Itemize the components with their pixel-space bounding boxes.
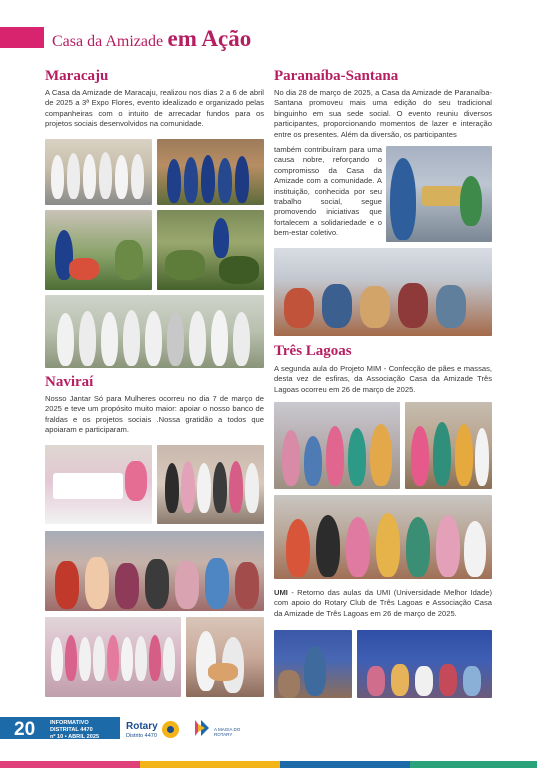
- navirai-text: Nosso Jantar Só para Mulheres ocorreu no dia 7 de março de 2025 e teve um propósito muito maior: apoiar o nosso banco de fraldas e os projetos sociais .Nossa gratidão a todos que apoiaram e participaram.: [45, 394, 264, 435]
- navirai-photo-1: [45, 445, 152, 524]
- maracaju-text: A Casa da Amizade de Maracaju, realizou nos dias 2 a 6 de abril de 2025 a 3ª Expo Flores, evento idealizado e organizado pelas companheiras com o intuito de arrecadar fundos para os projetos sociais desenvolvidos na comunidade.: [45, 88, 264, 129]
- footer-line-3: nº 10 • ABRIL 2025: [50, 734, 100, 740]
- magic-logo-text: A MAGIA DO ROTARY: [214, 727, 241, 737]
- treslagoas-photo-2: [405, 402, 492, 489]
- section-title-maracaju: Maracaju: [45, 68, 109, 84]
- paranaiba-photo-1: [386, 146, 492, 242]
- treslagoas-text: A segunda aula do Projeto MIM - Confecção de pães e massas, desta vez de esfiras, da Associação Casa da Amizade Três Lagoas ocorreu em 26 de março de 2025.: [274, 364, 492, 394]
- rotary-wheel-icon: [162, 721, 179, 738]
- paranaiba-photo-2: [274, 248, 492, 336]
- umi-description: - Retorno das aulas da UMI (Universidade Melhor Idade) com apoio do Rotary Club de Três Lagoas e Associação Casa da Amizade de Três Lagoas em 26 de março de 2025.: [274, 588, 492, 618]
- footer-line-2: DISTRITAL 4470: [50, 727, 93, 733]
- umi-text: [274, 588, 492, 619]
- rotary-logo-text: Rotary: [126, 721, 158, 732]
- treslagoas-photo-1: [274, 402, 400, 489]
- treslagoas-photo-5: [357, 630, 492, 698]
- section-title-treslagoas: Três Lagoas: [274, 343, 352, 359]
- header-big-text: em Ação: [167, 26, 252, 51]
- maracaju-photo-5: [45, 295, 264, 368]
- rotary-district: Distrito 4470: [126, 733, 157, 739]
- paranaiba-text-side: também contribuíram para uma causa nobre, reforçando o compromisso da Casa da Amizade com a comunidade. A instituição, conhecida por seu trabalho social, segue promovendo iniciativas que fortalecem a solidariedade e o bem-estar coletivo.: [274, 145, 382, 238]
- maracaju-photo-1: [45, 139, 152, 205]
- paranaiba-text-top: No dia 28 de março de 2025, a Casa da Amizade de Paranaíba-Santana promoveu mais uma edição do seu tradicional binguinho em sua sede social. O evento reuniu diversos participantes, proporcionando momentos de lazer e interação entre os presentes. Além da diversão, os participantes: [274, 88, 492, 139]
- treslagoas-photo-4: [274, 630, 352, 698]
- page-header: [52, 26, 251, 52]
- navirai-photo-3: [45, 531, 264, 611]
- section-title-navirai: Naviraí: [45, 374, 94, 390]
- header-small-text: Casa da Amizade: [52, 33, 164, 50]
- navirai-photo-2: [157, 445, 264, 524]
- section-title-paranaiba: Paranaíba-Santana: [274, 68, 399, 84]
- page-number: 20: [14, 719, 36, 740]
- footer-color-strip: [0, 761, 537, 768]
- maracaju-photo-4: [157, 210, 264, 290]
- header-accent-bar: [0, 27, 44, 48]
- umi-label: UMI: [274, 588, 288, 597]
- footer-line-1: INFORMATIVO: [50, 720, 89, 726]
- navirai-photo-5: [186, 617, 264, 697]
- treslagoas-photo-3: [274, 495, 492, 579]
- maracaju-photo-2: [157, 139, 264, 205]
- maracaju-photo-3: [45, 210, 152, 290]
- magic-logo-icon: [191, 718, 213, 738]
- navirai-photo-4: [45, 617, 181, 697]
